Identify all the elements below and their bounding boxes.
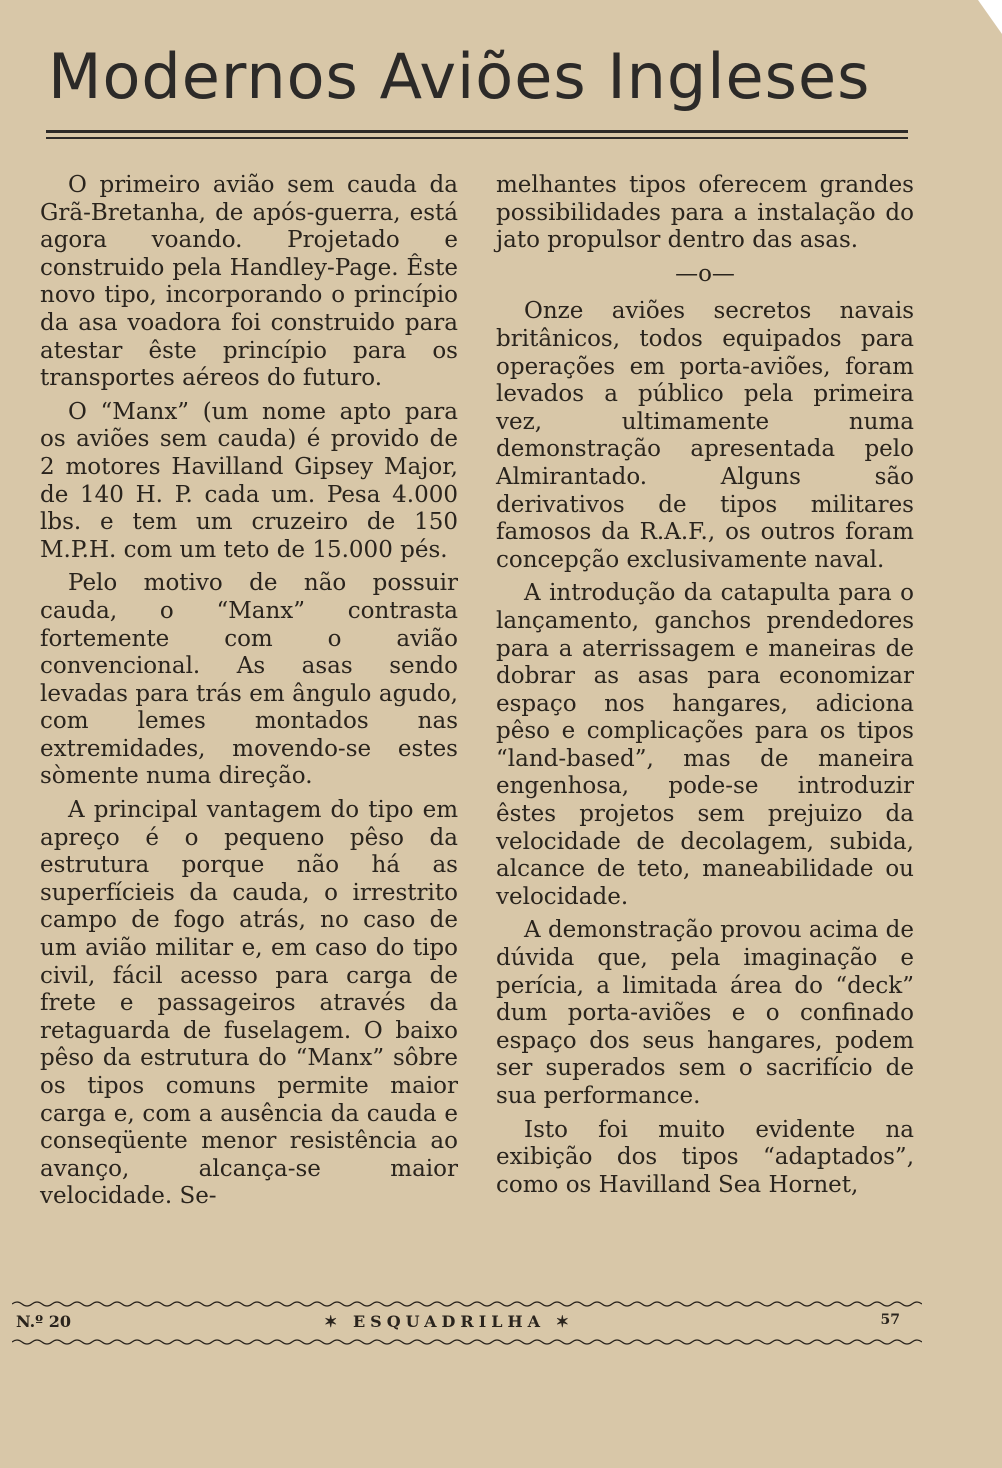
- article-title: Modernos Aviões Ingleses: [48, 40, 871, 113]
- paragraph: A principal vantagem do tipo em apreço é o pequeno pêso da estrutura porque não há as superfícieis da cauda, o irrestrito campo de fogo atrás, no caso de um avião militar e, em caso do tipo civil, fácil acesso para carga de frete e passageiros através da retaguarda de fuselagem. O baixo pêso da estrutura do “Manx” sôbre os tipos comuns permite maior carga e, com a ausência da cauda e conseqüente menor resistência ao avanço, alcança-se maior velocidade. Se-: [40, 797, 458, 1210]
- paragraph-continuation: melhantes tipos oferecem grandes possibilidades para a instalação do jato propulsor dentro das asas.: [496, 172, 914, 254]
- paragraph: O primeiro avião sem cauda da Grã-Bretanha, de após-guerra, está agora voando. Projetado e construido pela Handley-Page. Êste novo tipo, incorporando o princípio da asa voadora foi construido para atestar êste princípio para os transportes aéreos do futuro.: [40, 172, 458, 392]
- left-column: [40, 172, 458, 1217]
- page-number: 57: [880, 1312, 900, 1328]
- section-separator: —o—: [675, 260, 735, 287]
- magazine-name-line: [324, 1312, 574, 1331]
- paragraph: A demonstração provou acima de dúvida que, pela imaginação e perícia, a limitada área do “deck” dum porta-aviões e o confinado espaço dos seus hangares, podem ser superados sem o sacrifício de sua performance.: [496, 917, 914, 1109]
- paragraph: Isto foi muito evidente na exibição dos tipos “adaptados”, como os Havilland Sea Hornet,: [496, 1116, 914, 1198]
- paragraph: O “Manx” (um nome apto para os aviões sem cauda) é provido de 2 motores Havilland Gipsey Major, de 140 H. P. cada um. Pesa 4.000 lbs. e tem um cruzeiro de 150 M.P.H. com um teto de 15.000 pés.: [40, 398, 458, 563]
- torn-corner: [978, 0, 1002, 34]
- star-icon: ✶: [555, 1312, 574, 1331]
- paragraph: Pelo motivo de não possuir cauda, o “Manx” contrasta fortemente com o avião convencional. As asas sendo levadas para trás em ângulo agudo, com lemes montados nas extremidades, movendo-se estes sòmente numa direção.: [40, 570, 458, 790]
- magazine-name: ESQUADRILHA: [352, 1312, 545, 1331]
- right-column: [496, 172, 914, 1205]
- issue-number: N.º 20: [16, 1312, 72, 1331]
- footer-wave-bottom: [12, 1338, 922, 1346]
- title-rule-bottom: [46, 137, 908, 139]
- footer-wave-top: [12, 1300, 922, 1308]
- title-rule-top: [46, 130, 908, 133]
- star-icon: ✶: [324, 1312, 343, 1331]
- paragraph: A introdução da catapulta para o lançamento, ganchos prendedores para a aterrissagem e maneiras de dobrar as asas para economizar espaço nos hangares, adiciona pêso e complicações para os tipos “land-based”, mas de maneira engenhosa, pode-se introduzir êstes projetos sem prejuizo da velocidade de decolagem, subida, alcance de teto, maneabilidade ou velocidade.: [496, 580, 914, 910]
- paragraph: Onze aviões secretos navais britânicos, todos equipados para operações em porta-aviões, foram levados a público pela primeira vez, ultimamente numa demonstração apresentada pelo Almirantado. Alguns são derivativos de tipos militares famosos da R.A.F., os outros foram concepção exclusivamente naval.: [496, 298, 914, 573]
- page-footer: [14, 1312, 914, 1336]
